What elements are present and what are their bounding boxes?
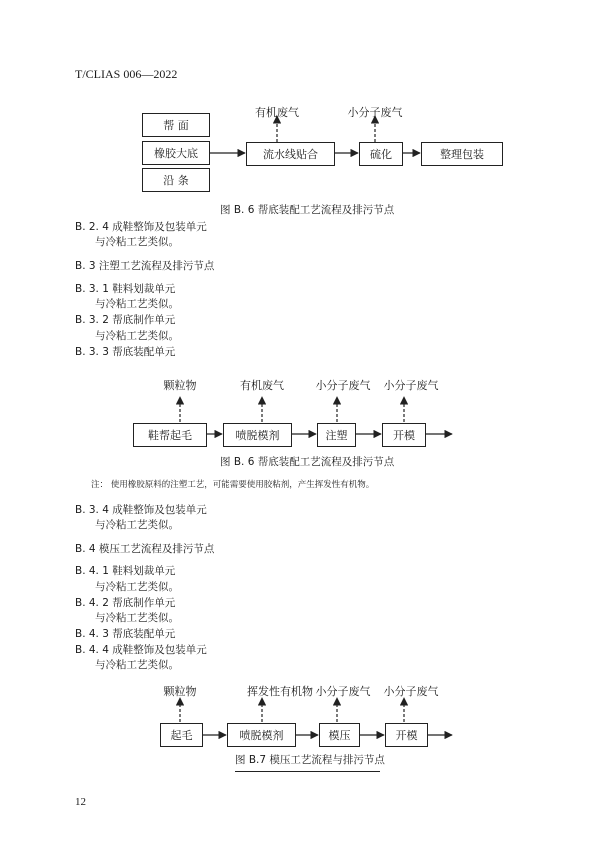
section-heading: B. 4. 1 鞋料划裁单元 [75, 565, 176, 577]
fig1-emission-label: 小分子废气 [347, 106, 403, 119]
section-text: 与冷粘工艺类似。 [95, 612, 179, 624]
section-heading: B. 4. 3 帮底装配单元 [75, 628, 176, 640]
section-heading: B. 3. 2 帮底制作单元 [75, 314, 176, 326]
fig2-note: 注： 使用橡胶原料的注塑工艺，可能需要使用胶粘剂，产生挥发性有机物。 [91, 480, 375, 490]
fig1-packing-box: 整理包装 [421, 142, 503, 166]
fig1-sole-box: 橡胶大底 [142, 141, 210, 165]
section-heading: B. 3 注塑工艺流程及排污节点 [75, 260, 215, 272]
fig2-caption: 图 B. 6 帮底装配工艺流程及排污节点 [220, 456, 395, 468]
page-number: 12 [75, 796, 86, 808]
fig3-emission-label: 颗粒物 [163, 685, 197, 698]
section-text: 与冷粘工艺类似。 [95, 659, 179, 671]
section-text: 与冷粘工艺类似。 [95, 298, 179, 310]
fig3-release-agent-box: 喷脱模剂 [227, 723, 296, 747]
document-header: T/CLIAS 006—2022 [75, 67, 178, 81]
section-text: 与冷粘工艺类似。 [95, 581, 179, 593]
section-text: 与冷粘工艺类似。 [95, 236, 179, 248]
fig3-demold-box: 开模 [385, 723, 428, 747]
fig3-caption: 图 B.7 模压工艺流程与排污节点 [235, 754, 385, 766]
section-heading: B. 3. 4 成鞋整饰及包装单元 [75, 504, 207, 516]
section-heading: B. 4 模压工艺流程及排污节点 [75, 543, 215, 555]
caption-underline [235, 771, 380, 772]
fig1-caption: 图 B. 6 帮底装配工艺流程及排污节点 [220, 204, 395, 216]
fig3-emission-label: 挥发性有机物 [247, 685, 313, 698]
fig2-injection-box: 注塑 [317, 423, 356, 447]
fig2-release-agent-box: 喷脱模剂 [223, 423, 292, 447]
section-heading: B. 3. 1 鞋料划裁单元 [75, 283, 176, 295]
fig2-emission-label: 小分子废气 [383, 379, 439, 392]
fig2-emission-label: 颗粒物 [163, 379, 197, 392]
section-heading: B. 3. 3 帮底装配单元 [75, 346, 176, 358]
fig2-roughing-box: 鞋帮起毛 [133, 423, 207, 447]
fig3-molding-box: 模压 [319, 723, 360, 747]
section-text: 与冷粘工艺类似。 [95, 519, 179, 531]
fig2-emission-label: 小分子废气 [315, 379, 371, 392]
fig1-assembly-box: 流水线贴合 [246, 142, 335, 166]
section-text: 与冷粘工艺类似。 [95, 330, 179, 342]
fig3-roughing-box: 起毛 [160, 723, 203, 747]
fig1-curing-box: 硫化 [359, 142, 403, 166]
section-heading: B. 2. 4 成鞋整饰及包装单元 [75, 221, 207, 233]
fig2-emission-label: 有机废气 [240, 379, 284, 392]
fig3-emission-label: 小分子废气 [315, 685, 371, 698]
section-heading: B. 4. 2 帮底制作单元 [75, 597, 176, 609]
fig1-upper-box: 帮 面 [142, 113, 210, 137]
section-heading: B. 4. 4 成鞋整饰及包装单元 [75, 644, 207, 656]
fig1-welt-box: 沿 条 [142, 168, 210, 192]
fig3-emission-label: 小分子废气 [383, 685, 439, 698]
fig2-demold-box: 开模 [382, 423, 426, 447]
fig1-emission-label: 有机废气 [255, 106, 299, 119]
